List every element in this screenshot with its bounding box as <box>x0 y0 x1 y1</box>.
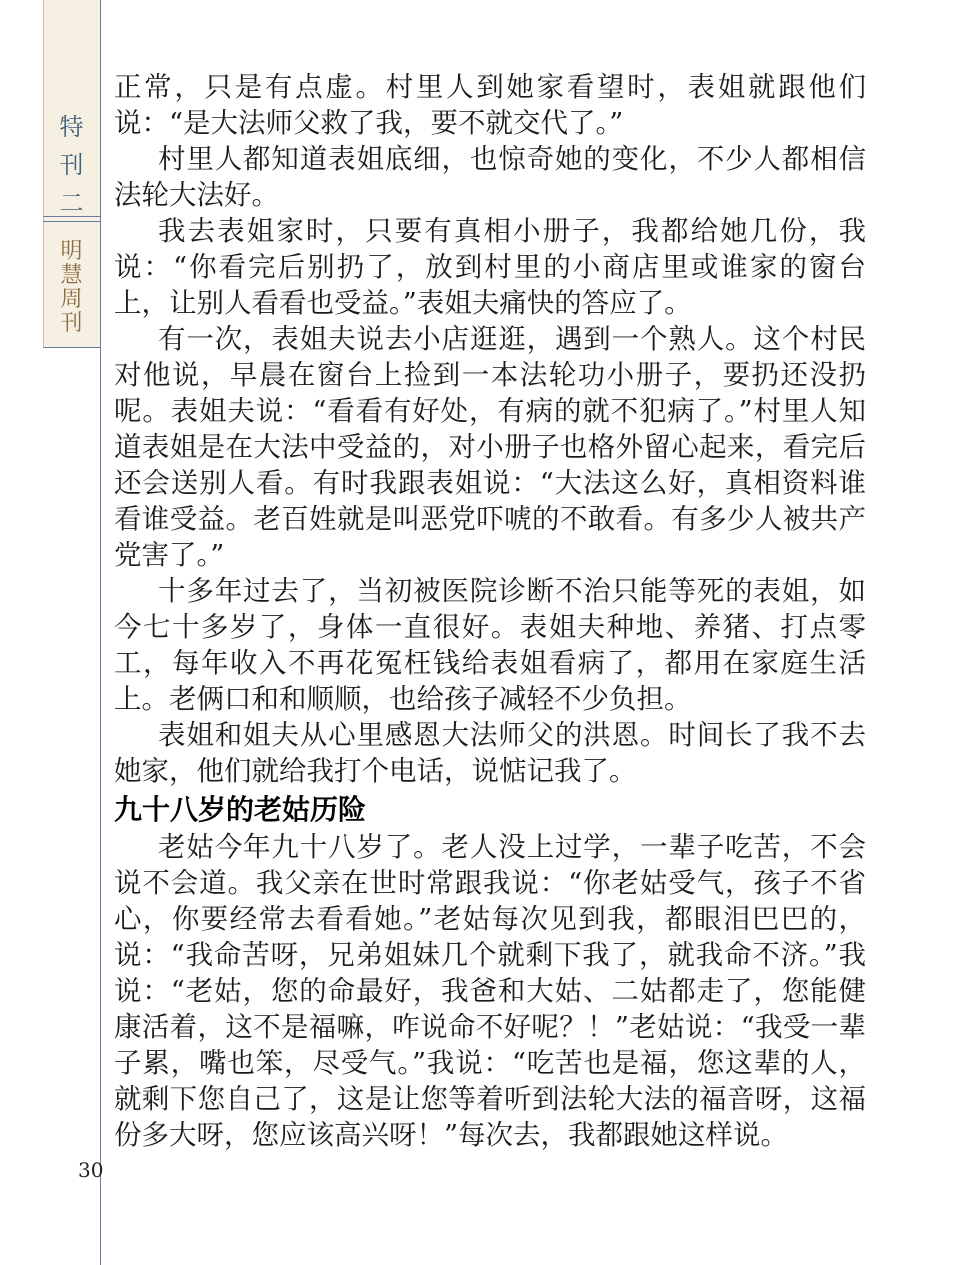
publication-label-char: 明 <box>60 239 83 264</box>
margin-vertical-rule <box>100 0 101 1265</box>
section-label-char: 特 <box>59 113 84 141</box>
paragraph: 我去表姐家时，只要有真相小册子，我都给她几份，我说：“你看完后别扔了，放到村里的小商店里或谁家的窗台上，让别人看看也受益。”表姐夫痛快的答应了。 <box>114 215 866 319</box>
sidebar-bottom-rule <box>43 347 101 348</box>
paragraphs-before <box>114 69 866 789</box>
paragraph: 十多年过去了，当初被医院诊断不治只能等死的表姐，如今七十多岁了，身体一直很好。表姐夫种地、养猪、打点零工，每年收入不再花冤枉钱给表姐看病了，都用在家庭生活上。老俩口和和顺顺，也给孩子减轻不少负担。 <box>114 575 866 715</box>
paragraph: 表姐和姐夫从心里感恩大法师父的洪恩。时间长了我不去她家，他们就给我打个电话，说惦记我了。 <box>114 719 866 787</box>
section-label-char: 刊 <box>59 151 84 179</box>
paragraph: 老姑今年九十八岁了。老人没上过学，一辈子吃苦，不会说不会道。我父亲在世时常跟我说：“你老姑受气，孩子不省心，你要经常去看看她。”老姑每次见到我，都眼泪巴巴的，说：“我命苦呀，兄弟姐妹几个就剩下我了，就我命不济。”我说：“老姑，您的命最好，我爸和大姑、二姑都走了，您能健康活着，这不是福嘛，咋说命不好呢？！”老姑说：“我受一辈子累，嘴也笨，尽受气。”我说：“吃苦也是福，您这辈的人，就剩下您自己了，这是让您等着听到法轮大法的福音呀，这福份多大呀，您应该高兴呀！”每次去，我都跟她这样说。 <box>114 831 866 1151</box>
paragraphs-after <box>114 829 866 1153</box>
section-label-char: 二 <box>59 189 84 217</box>
publication-label <box>43 240 100 336</box>
page-number: 30 <box>78 1158 104 1182</box>
paragraph: 村里人都知道表姐底细，也惊奇她的变化，不少人都相信法轮大法好。 <box>114 143 866 211</box>
publication-label-char: 周 <box>60 287 83 312</box>
paragraph: 有一次，表姐夫说去小店逛逛，遇到一个熟人。这个村民对他说，早晨在窗台上捡到一本法轮功小册子，要扔还没扔呢。表姐夫说：“看看有好处，有病的就不犯病了。”村里人知道表姐是在大法中受益的，对小册子也格外留心起来，看完后还会送别人看。有时我跟表姐说：“大法这么好，真相资料谁看谁受益。老百姓就是叫恶党吓唬的不敢看。有多少人被共产党害了。” <box>114 323 866 571</box>
section-label <box>43 108 100 222</box>
publication-label-char: 慧 <box>60 263 83 288</box>
paragraph: 正常，只是有点虚。村里人到她家看望时，表姐就跟他们说：“是大法师父救了我，要不就交代了。” <box>114 71 866 139</box>
publication-label-char: 刊 <box>60 311 83 336</box>
section-heading: 九十八岁的老姑历险 <box>114 793 367 826</box>
article-body <box>114 69 866 1153</box>
